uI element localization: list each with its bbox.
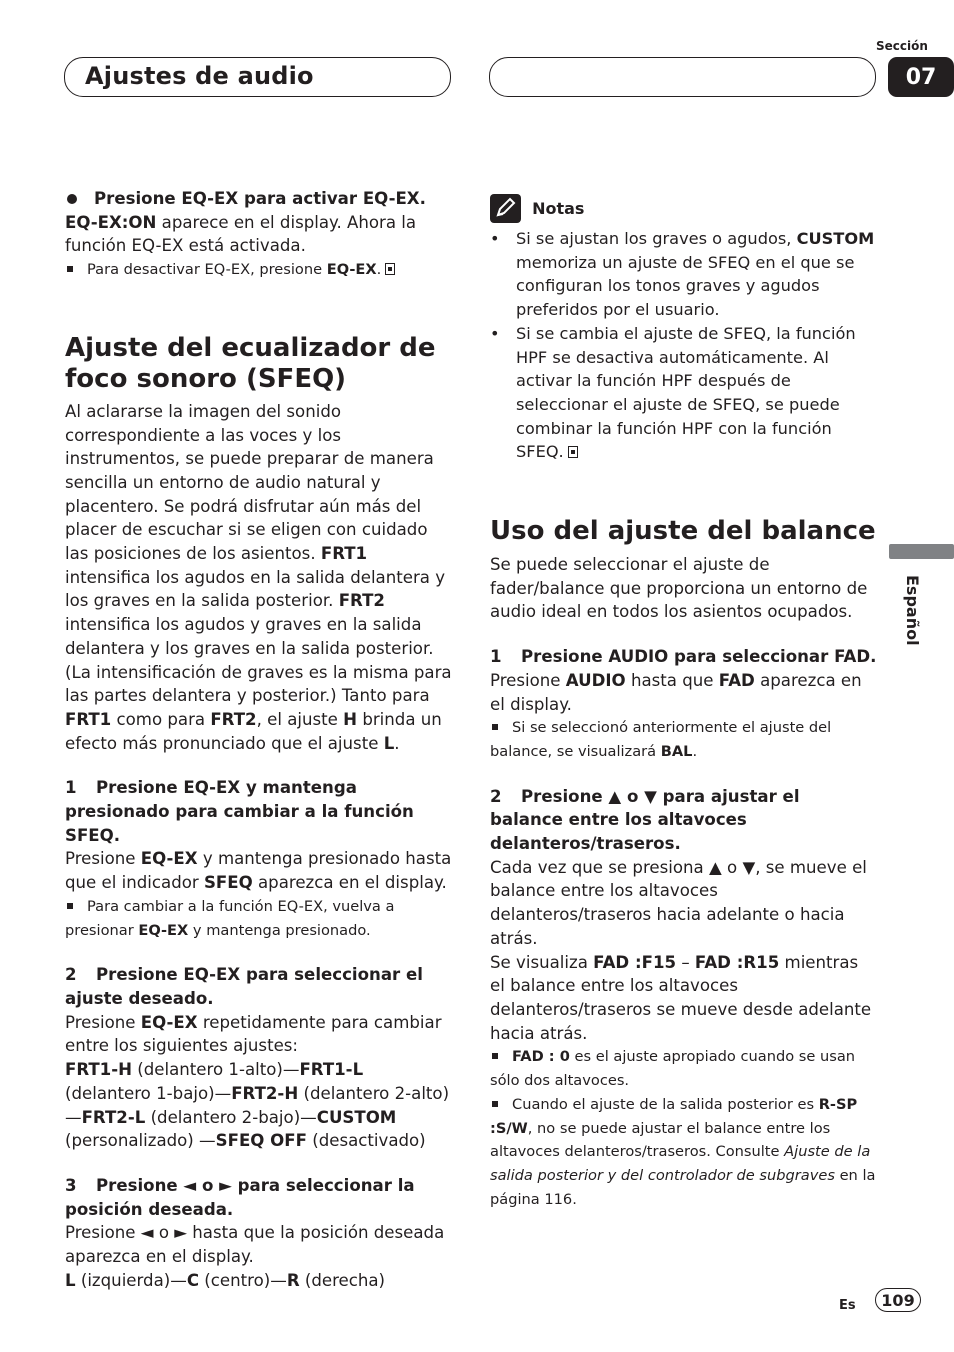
left-step-3-title: 3 Presione ◄ o ► para seleccionar la posición deseada.: [65, 1175, 415, 1219]
end-mark-icon: [568, 446, 578, 458]
blank-title-box: [489, 57, 876, 97]
side-language-tab: [889, 544, 954, 559]
balance-heading: Uso del ajuste del balance: [490, 516, 876, 547]
left-step-1-text: Presione EQ-EX y mantenga presionado hasta que el indicador SFEQ aparezca en el display.: [65, 849, 452, 893]
left-step-2-text: Presione EQ-EX repetidamente para cambiar entre los siguientes ajustes:: [65, 1012, 442, 1056]
square-bullet-icon: [492, 724, 498, 730]
square-bullet-icon: [492, 1053, 498, 1059]
note-item: • Si se cambia el ajuste de SFEQ, la función HPF se desactiva automáticamente. Al activar la función HPF después de seleccionar el ajuste de SFEQ, se puede combinar la función HPF con la función SFEQ.: [490, 322, 878, 464]
right-step-2-note-1: FAD : 0 es el ajuste apropiado cuando se usan sólo dos altavoces.: [490, 1048, 856, 1090]
intro-note: Para desactivar EQ-EX, presione EQ-EX.: [65, 258, 453, 282]
right-column: [490, 194, 878, 1211]
sfeq-paragraph: Al aclararse la imagen del sonido correspondiente a las voces y los instrumentos, se puede preparar de manera sencilla un entorno de audio natural y placentero. Se podrá disfrutar aún más del placer de escuchar si se eligen con cuidado las posiciones de los asientos. FRT1 intensifica los agudos en la salida delantera y los graves en la salida posterior. FRT2 intensifica los agudos y graves en la salida delantera y los graves en la salida posterior. (La intensificación de graves es la misma para las partes delantera y posterior.) Tanto para FRT1 como para FRT2, el ajuste H brinda un efecto más pronunciado que el ajuste L.: [65, 401, 452, 753]
left-step-1-note: Para cambiar a la función EQ-EX, vuelva a presionar EQ-EX y mantenga presionado.: [65, 897, 395, 939]
note-item: • Si se ajustan los graves o agudos, CUSTOM memoriza un ajuste de SFEQ en el que se configuran los tonos graves y agudos preferidos por el usuario.: [490, 227, 878, 322]
section-title: Ajustes de audio: [85, 62, 314, 90]
left-step-2-list: FRT1-H (delantero 1-alto)—FRT1-L (delantero 1-bajo)—FRT2-H (delantero 2-alto)—FRT2-L (delantero 2-bajo)—CUSTOM (personalizado) —SFEQ OFF (desactivado): [65, 1060, 450, 1151]
notes-title: Notas: [532, 199, 585, 218]
square-bullet-icon: [67, 903, 73, 909]
footer-lang-code: Es: [839, 1298, 856, 1313]
pencil-note-icon: [490, 194, 521, 223]
left-step-3-text: Presione ◄ o ► hasta que la posición deseada aparezca en el display.: [65, 1223, 445, 1267]
bullet-dot-icon: [67, 194, 77, 204]
right-step-2-title: 2 Presione ▲ o ▼ para ajustar el balance entre los altavoces delanteros/traseros.: [490, 786, 800, 854]
side-language-label: Español: [903, 575, 922, 646]
square-bullet-icon: [67, 266, 73, 272]
left-column: [65, 187, 453, 1292]
right-step-1-title: 1 Presione AUDIO para seleccionar FAD.: [490, 647, 877, 667]
right-step-2-display: Se visualiza FAD :F15 – FAD :R15 mientras el balance entre los altavoces delanteros/traseros se mueve desde adelante hacia atrás.: [490, 952, 872, 1043]
notes-header: [490, 194, 878, 223]
right-step-2-text: Cada vez que se presiona ▲ o ▼, se mueve el balance entre los altavoces delanteros/traseros hacia adelante o hacia atrás.: [490, 857, 867, 948]
right-step-1-text: Presione AUDIO hasta que FAD aparezca en el display.: [490, 670, 862, 714]
end-mark-icon: [385, 263, 395, 275]
square-bullet-icon: [492, 1101, 498, 1107]
section-number-badge: 07: [888, 57, 954, 97]
sfeq-heading: Ajuste del ecualizador de foco sonoro (SFEQ): [65, 332, 436, 394]
intro-text: EQ-EX:ON aparece en el display. Ahora la función EQ-EX está activada.: [65, 212, 417, 256]
left-step-2-title: 2 Presione EQ-EX para seleccionar el ajuste deseado.: [65, 965, 423, 1008]
page-number: 109: [875, 1288, 921, 1312]
intro-step: Presione EQ-EX para activar EQ-EX.: [65, 187, 453, 211]
section-label: Sección: [876, 39, 928, 53]
left-step-3-list: L (izquierda)—C (centro)—R (derecha): [65, 1270, 386, 1290]
left-step-1-title: 1 Presione EQ-EX y mantenga presionado para cambiar a la función SFEQ.: [65, 778, 414, 845]
section-title-box: [64, 57, 451, 97]
right-step-2-note-2: Cuando el ajuste de la salida posterior es R-SP :S/W, no se puede ajustar el balance entre los altavoces delanteros/traseros. Consulte Ajuste de la salida posterior y del controlador de subgraves en la página 116.: [490, 1095, 876, 1208]
right-step-1-note: Si se seleccionó anteriormente el ajuste del balance, se visualizará BAL.: [490, 719, 832, 760]
balance-intro: Se puede seleccionar el ajuste de fader/balance que proporciona un entorno de audio ideal en todos los asientos ocupados.: [490, 555, 868, 622]
